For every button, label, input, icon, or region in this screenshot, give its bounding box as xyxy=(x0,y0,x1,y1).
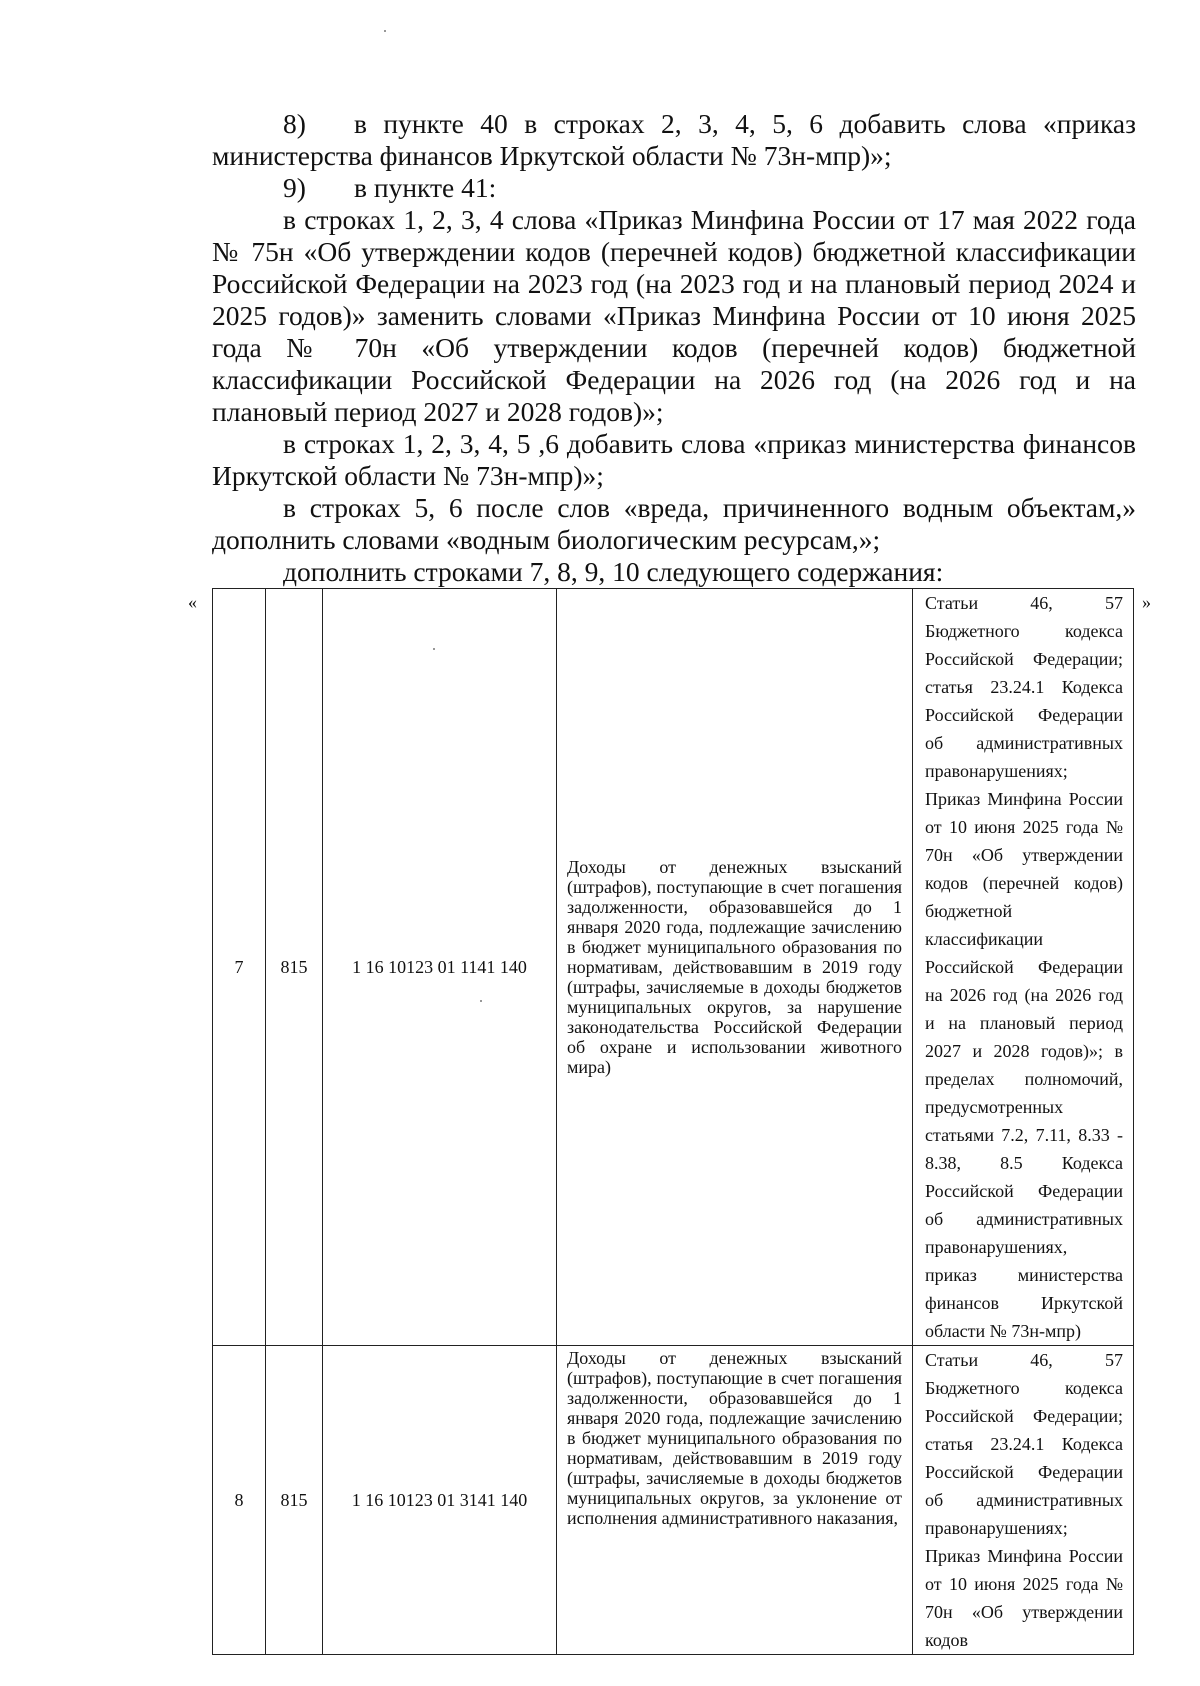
item-9-add-paragraph: в строках 1, 2, 3, 4, 5 ,6 добавить слова «приказ министерства финансов Иркутской области № 73н-мпр)»; xyxy=(212,428,1136,491)
rows-table-container xyxy=(212,588,1134,1655)
legal-basis-text: Статьи 46, 57 Бюджетного кодекса Российской Федерации; статья 23.24.1 Кодекса Российской Федерации об административных правонарушениях; Приказ Минфина России от 10 июня 2025 года № 70н «Об утверждении кодов xyxy=(925,1350,1123,1650)
income-name-text: Доходы от денежных взысканий (штрафов), поступающие в счет погашения задолженности, образовавшейся до 1 января 2020 года, подлежащие зачислению в бюджет муниципального образования по нормативам, действовавшим в 2019 году (штрафы, зачисляемые в доходы бюджетов муниципальных округов, за уклонение от исполнения административного наказания, xyxy=(567,1348,902,1528)
scan-speck xyxy=(433,648,435,650)
item-9-paragraph xyxy=(212,172,1136,204)
rows-table xyxy=(212,588,1134,1655)
admin-code-cell: 815 xyxy=(266,589,323,1346)
budget-code-cell: 1 16 10123 01 1141 140 xyxy=(323,589,557,1346)
income-name-cell xyxy=(557,589,913,1346)
table-row xyxy=(213,1346,1134,1655)
budget-code-cell: 1 16 10123 01 3141 140 xyxy=(323,1346,557,1655)
closing-quote: » xyxy=(1142,592,1151,612)
income-name-text: Доходы от денежных взысканий (штрафов), поступающие в счет погашения задолженности, образовавшейся до 1 января 2020 года, подлежащие зачислению в бюджет муниципального образования по нормативам, действовавшим в 2019 году (штрафы, зачисляемые в доходы бюджетов муниципальных округов, за нарушение законодательства Российской Федерации об охране и использовании животного мира) xyxy=(567,857,902,1077)
income-name-cell xyxy=(557,1346,913,1655)
legal-basis-cell xyxy=(913,589,1134,1346)
amendment-text xyxy=(212,108,1136,588)
row-number-cell: 7 xyxy=(213,589,266,1346)
table-row xyxy=(213,589,1134,1346)
item-9-number: 9) xyxy=(283,172,306,203)
legal-basis-cell xyxy=(913,1346,1134,1655)
admin-code-cell: 815 xyxy=(266,1346,323,1655)
opening-quote: « xyxy=(188,592,197,612)
item-8-number: 8) xyxy=(283,108,306,139)
item-9-text: в пункте 41: xyxy=(354,172,497,203)
scan-speck xyxy=(480,1000,482,1002)
legal-basis-text: Статьи 46, 57 Бюджетного кодекса Российской Федерации; статья 23.24.1 Кодекса Российской Федерации об административных правонарушениях; Приказ Минфина России от 10 июня 2025 года № 70н «Об утверждении кодов (перечней кодов) бюджетной классификации Российской Федерации на 2026 год (на 2026 год и на плановый период 2027 и 2028 годов)»; в пределах полномочий, предусмотренных статьями 7.2, 7.11, 8.33 - 8.38, 8.5 Кодекса Российской Федерации об административных правонарушениях, приказ министерства финансов Иркутской области № 73н-мпр) xyxy=(925,593,1123,1341)
item-9-replace-paragraph: в строках 1, 2, 3, 4 слова «Приказ Минфина России от 17 мая 2022 года № 75н «Об утверждении кодов (перечней кодов) бюджетной классификации Российской Федерации на 2023 год (на 2023 год и на плановый период 2024 и 2025 годов)» заменить словами «Приказ Минфина России от 10 июня 2025 года № 70н «Об утверждении кодов (перечней кодов) бюджетной классификации Российской Федерации на 2026 год (на 2026 год и на плановый период 2027 и 2028 годов)»; xyxy=(212,204,1136,427)
item-9-rows-paragraph: дополнить строками 7, 8, 9, 10 следующего содержания: xyxy=(283,556,944,587)
item-9-supplement-paragraph: в строках 5, 6 после слов «вреда, причиненного водным объектам,» дополнить словами «водным биологическим ресурсам,»; xyxy=(212,492,1136,555)
scan-speck xyxy=(384,30,386,32)
row-number-cell: 8 xyxy=(213,1346,266,1655)
item-8-text: в пункте 40 в строках 2, 3, 4, 5, 6 добавить слова «приказ министерства финансов Иркутской области № 73н-мпр)»; xyxy=(212,108,1136,171)
item-8-paragraph xyxy=(212,108,1136,172)
